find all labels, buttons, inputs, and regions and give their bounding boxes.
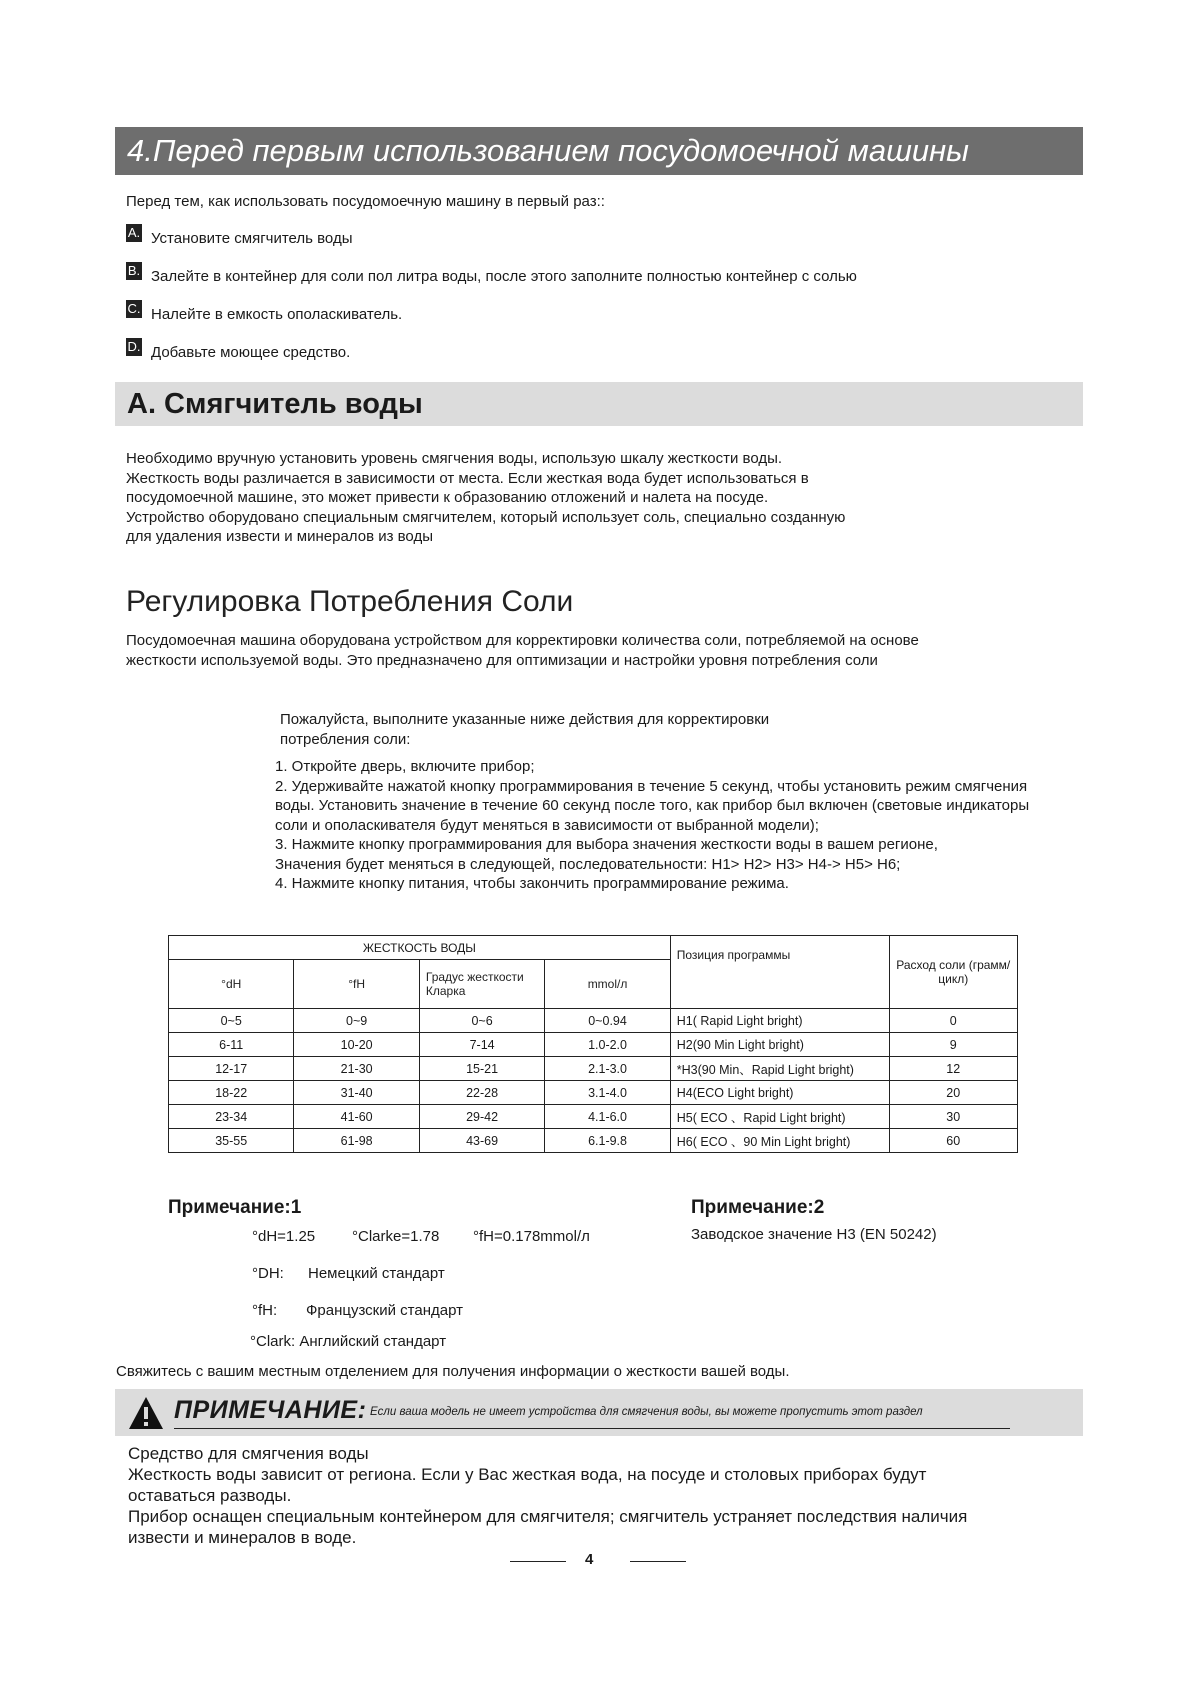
cell: 7-14: [419, 1033, 544, 1057]
cell: 4.1-6.0: [545, 1105, 670, 1129]
cell: 10-20: [294, 1033, 419, 1057]
cell: 0~5: [169, 1009, 294, 1033]
salt-heading: Регулировка Потребления Соли: [126, 585, 574, 618]
subsection-title: A. Смягчитель воды: [115, 382, 1083, 426]
col-position: Позиция программы: [670, 936, 889, 1009]
para-line: Прибор оснащен специальным контейнером для смягчителя; смягчитель устраняет последствия наличия: [128, 1507, 968, 1526]
cell: 29-42: [419, 1105, 544, 1129]
cell: 60: [889, 1129, 1017, 1153]
para-line: извести и минералов в воде.: [128, 1528, 357, 1547]
step-text: Добавьте моющее средство.: [151, 344, 351, 361]
note2-title: Примечание:2: [691, 1197, 825, 1218]
contact-text: Свяжитесь с вашим местным отделением для получения информации о жесткости вашей воды.: [116, 1363, 790, 1380]
cell: 6.1-9.8: [545, 1129, 670, 1153]
para-line: Посудомоечная машина оборудована устройством для корректировки количества соли, потребляемой на основе: [126, 632, 919, 649]
cell: 41-60: [294, 1105, 419, 1129]
instruction-line: 1. Откройте дверь, включите прибор;: [275, 758, 535, 775]
clark-standard: °Clark: Английский стандарт: [250, 1333, 447, 1350]
note1-title: Примечание:1: [168, 1197, 302, 1218]
col-mmol: mmol/л: [545, 960, 670, 1009]
intro-text: Перед тем, как использовать посудомоечную машину в первый раз::: [126, 193, 605, 210]
table-row: [169, 1105, 1018, 1129]
group-header: ЖЕСТКОСТЬ ВОДЫ: [169, 936, 671, 960]
cell: 3.1-4.0: [545, 1081, 670, 1105]
conv-clarke: °Clarke=1.78: [352, 1228, 440, 1245]
cell: 12-17: [169, 1057, 294, 1081]
col-clark: Градус жесткости Кларка: [419, 960, 544, 1009]
salt-paragraph: [126, 631, 919, 670]
warning-text: Если ваша модель не имеет устройства для смягчения воды, вы можете пропустить этот раздел: [370, 1406, 923, 1418]
para-line: Жесткость воды зависит от региона. Если у Вас жесткая вода, на посуде и столовых приборах будут: [128, 1465, 927, 1484]
page-rule-left: [510, 1561, 566, 1562]
cell: 0~9: [294, 1009, 419, 1033]
para-line: Устройство оборудовано специальным смягчителем, который использует соль, специально созданную: [126, 508, 846, 526]
para-line: потребления соли:: [280, 730, 411, 748]
cell: 23-34: [169, 1105, 294, 1129]
cell: 2.1-3.0: [545, 1057, 670, 1081]
bottom-paragraph: [128, 1443, 967, 1548]
para-line: Необходимо вручную установить уровень смягчения воды, использую шкалу жесткости воды.: [126, 450, 783, 467]
warning-icon: [127, 1395, 165, 1431]
instruction-line: Значения будет меняться в следующей, последовательности: H1> H2> H3> H4-> H5> H6;: [275, 855, 901, 873]
step-c: [126, 301, 403, 323]
warning-title: ПРИМЕЧАНИЕ:: [174, 1396, 367, 1424]
para-line: оставаться разводы.: [128, 1486, 292, 1505]
warning-underline: [174, 1428, 1010, 1429]
para-line: Жесткость воды различается в зависимости от места. Если жесткая вода будет использоваться в: [126, 469, 809, 487]
page-number: 4: [585, 1551, 594, 1568]
para-line: жесткости используемой воды. Это предназначено для оптимизации и настройки уровня потребления соли: [126, 651, 878, 669]
col-salt: Расход соли (грамм/цикл): [889, 936, 1017, 1009]
cell: 12: [889, 1057, 1017, 1081]
step-letter: C.: [127, 301, 141, 316]
cell: H6( ECO 、90 Min Light bright): [670, 1129, 889, 1153]
cell: 1.0-2.0: [545, 1033, 670, 1057]
para-line: Пожалуйста, выполните указанные ниже действия для корректировки: [280, 711, 770, 728]
table-row: [169, 1009, 1018, 1033]
step-letter: D.: [127, 339, 141, 354]
cell: 6-11: [169, 1033, 294, 1057]
step-letter: B.: [127, 263, 141, 278]
cell: H2(90 Min Light bright): [670, 1033, 889, 1057]
instruction-line: соли и ополаскивателя будут меняться в зависимости от выбранной модели);: [275, 816, 819, 834]
step-text: Установите смягчитель воды: [151, 230, 353, 247]
cell: *H3(90 Min、Rapid Light bright): [670, 1057, 889, 1081]
instruction-line: 4. Нажмите кнопку питания, чтобы закончить программирование режима.: [275, 875, 789, 892]
table-row: [169, 1057, 1018, 1081]
col-fh: °fH: [294, 960, 419, 1009]
note2-text: Заводское значение H3 (EN 50242): [691, 1226, 937, 1243]
cell: 43-69: [419, 1129, 544, 1153]
instruction-line: воды. Установить значение в течение 60 секунд после того, как прибор был включен (световые индикаторы: [275, 797, 1030, 814]
conv-fh: °fH=0.178mmol/л: [473, 1228, 590, 1245]
step-d: [126, 339, 351, 361]
step-a: [126, 225, 353, 247]
dh-value: Немецкий стандарт: [308, 1265, 445, 1282]
cell: 0~6: [419, 1009, 544, 1033]
table-row: [169, 1033, 1018, 1057]
table-row: [169, 1129, 1018, 1153]
cell: 20: [889, 1081, 1017, 1105]
instructions: [275, 757, 1029, 894]
cell: H5( ECO 、Rapid Light bright): [670, 1105, 889, 1129]
section-title: 4.Перед первым использованием посудомоечной машины: [115, 127, 1083, 175]
col-dh: °dH: [169, 960, 294, 1009]
cell: H4(ECO Light bright): [670, 1081, 889, 1105]
cell: 35-55: [169, 1129, 294, 1153]
cell: 21-30: [294, 1057, 419, 1081]
hardness-table: [168, 935, 1018, 1153]
para-line: для удаления извести и минералов из воды: [126, 528, 433, 545]
conv-dh: °dH=1.25: [252, 1228, 316, 1245]
step-text: Залейте в контейнер для соли пол литра воды, после этого заполните полностью контейнер с солью: [151, 268, 857, 285]
cell: H1( Rapid Light bright): [670, 1009, 889, 1033]
cell: 0: [889, 1009, 1017, 1033]
please-paragraph: [280, 710, 769, 749]
table-row: [169, 1081, 1018, 1105]
fh-key: °fH:: [252, 1302, 278, 1319]
cell: 22-28: [419, 1081, 544, 1105]
instruction-line: 3. Нажмите кнопку программирования для выбора значения жесткости воды в вашем регионе,: [275, 836, 938, 853]
fh-value: Французский стандарт: [306, 1302, 463, 1319]
cell: 31-40: [294, 1081, 419, 1105]
dh-key: °DH:: [252, 1265, 284, 1282]
cell: 0~0.94: [545, 1009, 670, 1033]
softener-paragraph: [126, 449, 845, 547]
step-text: Налейте в емкость ополаскиватель.: [151, 306, 403, 323]
instruction-line: 2. Удерживайте нажатой кнопку программирования в течение 5 секунд, чтобы установить режим смягчения: [275, 777, 1028, 795]
step-b: [126, 263, 857, 285]
cell: 9: [889, 1033, 1017, 1057]
cell: 30: [889, 1105, 1017, 1129]
cell: 18-22: [169, 1081, 294, 1105]
page-rule-right: [630, 1561, 686, 1562]
cell: 61-98: [294, 1129, 419, 1153]
para-line: Средство для смягчения воды: [128, 1444, 369, 1463]
cell: 15-21: [419, 1057, 544, 1081]
step-letter: A.: [127, 225, 141, 240]
para-line: посудомоечной машине, это может привести к образованию отложений и налета на посуде.: [126, 489, 769, 506]
